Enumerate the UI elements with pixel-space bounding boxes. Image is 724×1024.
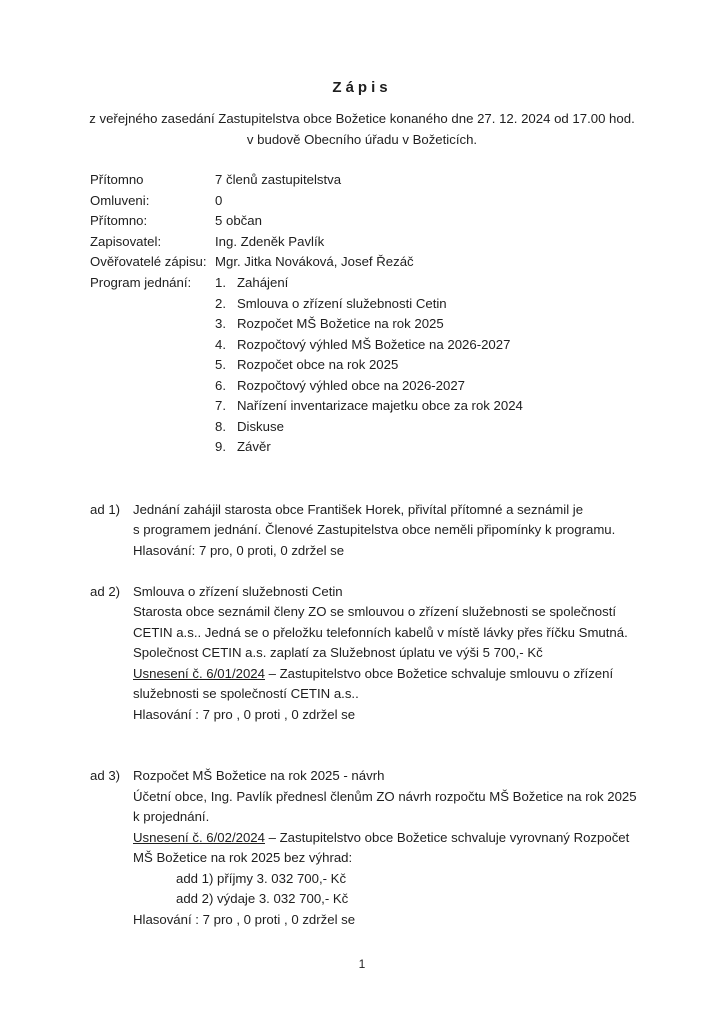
resolution-continuation: MŠ Božetice na rok 2025 bez výhrad: bbox=[133, 850, 353, 865]
program-item: Rozpočet MŠ Božetice na rok 2025 bbox=[237, 316, 444, 331]
program-item-number: 3. bbox=[215, 316, 226, 331]
program-item: Rozpočtový výhled MŠ Božetice na 2026-2027 bbox=[237, 337, 511, 352]
section-label: ad 1) bbox=[90, 502, 121, 517]
section-text: CETIN a.s.. Jedná se o přeložku telefonních kabelů v místě lávky přes říčku Smutná. bbox=[133, 625, 628, 640]
attendance-value: 0 bbox=[215, 193, 223, 208]
program-item-number: 2. bbox=[215, 296, 226, 311]
section-text: k projednání. bbox=[133, 809, 210, 824]
program-item: Závěr bbox=[237, 439, 271, 454]
program-label: Program jednání: bbox=[90, 275, 192, 290]
document-title: Zápis bbox=[332, 79, 392, 96]
attendance-value: 7 členů zastupitelstva bbox=[215, 172, 342, 187]
vote-result: Hlasování : 7 pro , 0 proti , 0 zdržel se bbox=[133, 912, 356, 927]
resolution-text: – Zastupitelstvo obce Božetice schvaluje smlouvu o zřízení bbox=[264, 666, 614, 681]
program-item: Rozpočtový výhled obce na 2026-2027 bbox=[237, 378, 466, 393]
program-item-number: 8. bbox=[215, 419, 226, 434]
vote-result: Hlasování: 7 pro, 0 proti, 0 zdržel se bbox=[133, 543, 345, 558]
program-item-number: 9. bbox=[215, 439, 226, 454]
resolution-text: – Zastupitelstvo obce Božetice schvaluje vyrovnaný Rozpočet bbox=[264, 830, 630, 845]
program-item-number: 6. bbox=[215, 378, 226, 393]
program-item-number: 4. bbox=[215, 337, 226, 352]
program-item-number: 5. bbox=[215, 357, 226, 372]
document-subtitle-line2: v budově Obecního úřadu v Božeticích. bbox=[246, 132, 478, 147]
attendance-value: Ing. Zdeněk Pavlík bbox=[215, 234, 325, 249]
program-item-number: 1. bbox=[215, 275, 226, 290]
program-item: Diskuse bbox=[237, 419, 284, 434]
page-number: 1 bbox=[358, 957, 366, 971]
vote-result: Hlasování : 7 pro , 0 proti , 0 zdržel se bbox=[133, 707, 356, 722]
program-item: Nařízení inventarizace majetku obce za rok 2024 bbox=[237, 398, 523, 413]
section-label: ad 2) bbox=[90, 584, 121, 599]
resolution-continuation: služebnosti se společností CETIN a.s.. bbox=[133, 686, 359, 701]
section-heading: Rozpočet MŠ Božetice na rok 2025 - návrh bbox=[133, 768, 385, 783]
program-item: Smlouva o zřízení služebnosti Cetin bbox=[237, 296, 447, 311]
section-text: s programem jednání. Členové Zastupitelstva obce neměli připomínky k programu. bbox=[133, 522, 616, 537]
section-text: Společnost CETIN a.s. zaplatí za Služebnost úplatu ve výši 5 700,- Kč bbox=[133, 645, 543, 660]
section-text: Účetní obce, Ing. Pavlík přednesl členům ZO návrh rozpočtu MŠ Božetice na rok 2025 bbox=[133, 789, 637, 804]
section-text: Starosta obce seznámil členy ZO se smlouvou o zřízení služebnosti se společností bbox=[133, 604, 617, 619]
resolution-reference: Usnesení č. 6/02/2024 bbox=[133, 830, 265, 845]
budget-expenses: add 2) výdaje 3. 032 700,- Kč bbox=[176, 891, 349, 906]
program-item: Rozpočet obce na rok 2025 bbox=[237, 357, 399, 372]
program-item-number: 7. bbox=[215, 398, 226, 413]
resolution-reference: Usnesení č. 6/01/2024 bbox=[133, 666, 265, 681]
section-heading: Smlouva o zřízení služebnosti Cetin bbox=[133, 584, 343, 599]
program-item: Zahájení bbox=[237, 275, 289, 290]
attendance-value: Mgr. Jitka Nováková, Josef Řezáč bbox=[215, 254, 414, 269]
attendance-label: Přítomno: bbox=[90, 213, 148, 228]
attendance-label: Omluveni: bbox=[90, 193, 150, 208]
attendance-value: 5 občan bbox=[215, 213, 262, 228]
document-subtitle-line1: z veřejného zasedání Zastupitelstva obce Božetice konaného dne 27. 12. 2024 od 17.00 hod. bbox=[89, 111, 635, 126]
section-text: Jednání zahájil starosta obce František Horek, přivítal přítomné a seznámil je bbox=[133, 502, 584, 517]
attendance-label: Přítomno bbox=[90, 172, 144, 187]
resolution-line bbox=[133, 666, 613, 681]
resolution-line bbox=[133, 830, 629, 845]
attendance-label: Ověřovatelé zápisu: bbox=[90, 254, 207, 269]
section-label: ad 3) bbox=[90, 768, 121, 783]
attendance-label: Zapisovatel: bbox=[90, 234, 162, 249]
budget-income: add 1) příjmy 3. 032 700,- Kč bbox=[176, 871, 347, 886]
